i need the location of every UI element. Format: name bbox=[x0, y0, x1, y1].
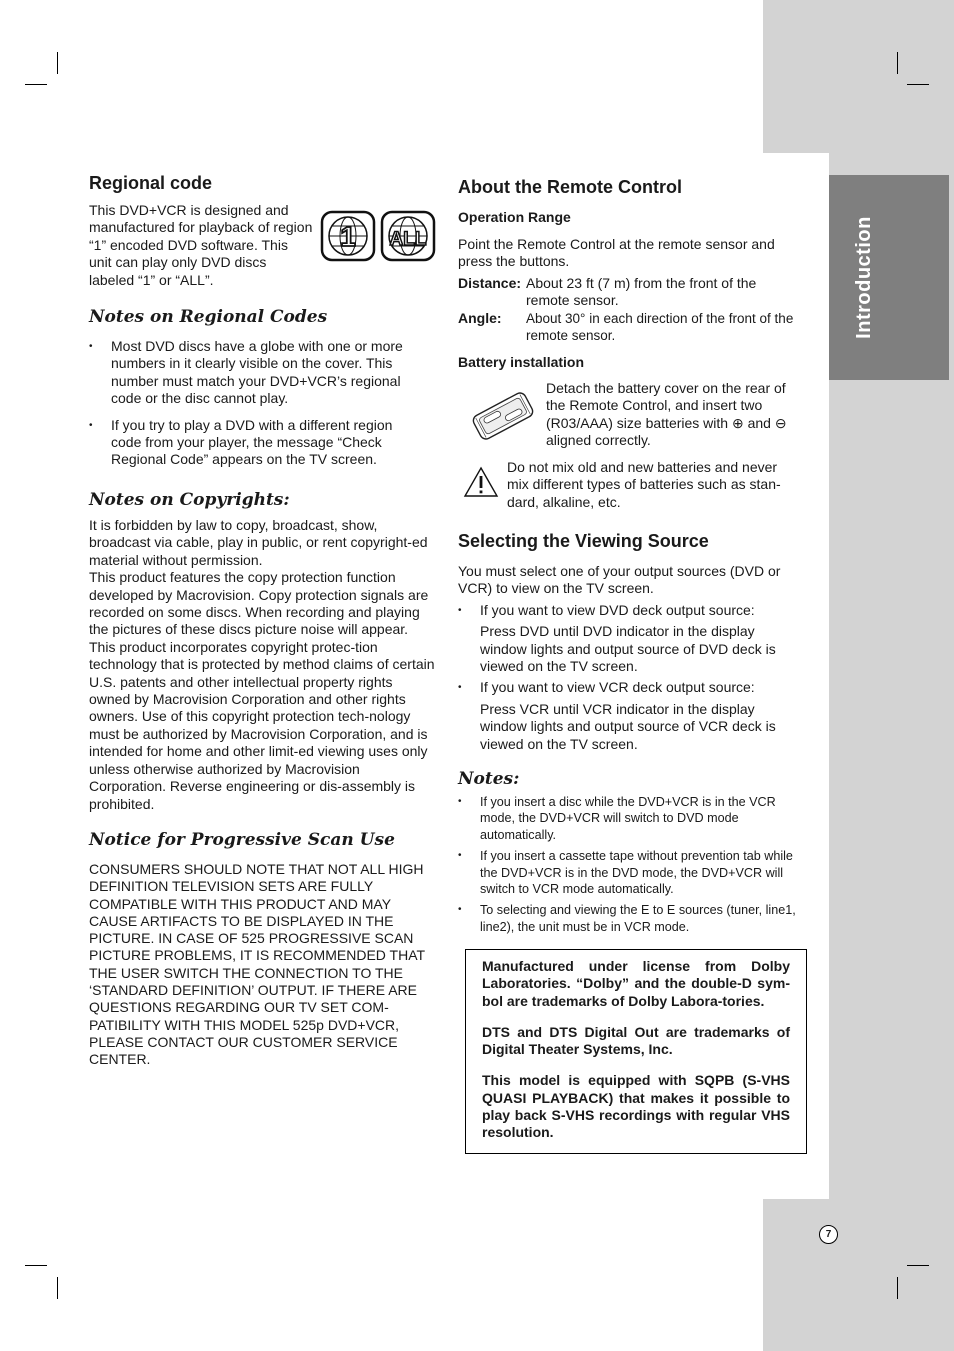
operation-range-body: Point the Remote Control at the remote sensor and press the buttons. bbox=[458, 236, 775, 270]
distance-label: Distance: bbox=[458, 274, 522, 291]
regional-code-title: Regional code bbox=[89, 173, 213, 193]
progressive-scan-body: CONSUMERS SHOULD NOTE THAT NOT ALL HIGH DEFINITION TELEVISION SETS ARE FULLY COMPATIBLE WITH THIS PRODUCT AND MAY CAUSE ARTIFACTS TO BE DISPLAYED IN THE PICTURE. IN CASE OF 525 PROGRESSIVE SCAN PICTURE PROBLEMS, IT IS RECOMMENDED THAT THE USER SWITCH THE CONNECTION TO THE ‘STANDARD DEFINITION’ OUTPUT. IF THERE ARE QUESTIONS REGARDING OUR TV SET COM-PATIBILITY WITH THIS MODEL 525p DVD+VCR, PLEASE CONTACT OUR CUSTOMER SERVICE CENTER. bbox=[89, 861, 425, 1068]
list-item: • If you want to view VCR deck output source: bbox=[458, 679, 798, 696]
region-1-label: 1 bbox=[340, 221, 356, 252]
viewing-source-intro: You must select one of your output sources (DVD or VCR) to view on the TV screen. bbox=[458, 563, 781, 597]
remote-title: About the Remote Control bbox=[458, 177, 682, 197]
viewing-source-list bbox=[458, 602, 798, 619]
viewing-source-title: Selecting the Viewing Source bbox=[458, 531, 709, 551]
battery-body-text: Detach the battery cover on the rear of the Remote Control, and insert two (R03/AAA) size batteries with ⊕ and ⊖ aligned correctly. bbox=[546, 380, 787, 449]
section-tab-label: Introduction bbox=[852, 216, 875, 339]
distance-value: About 23 ft (7 m) from the front of the remote sensor. bbox=[526, 274, 757, 309]
regional-code-body: This DVD+VCR is designed and manufactured for playback of region “1” encoded DVD software. This unit can play only DVD discs labeled “1” or “ALL”. bbox=[89, 202, 313, 288]
list-item: • If you want to view DVD deck output source: bbox=[458, 602, 798, 619]
battery-warning bbox=[507, 459, 799, 511]
angle-label: Angle: bbox=[458, 309, 502, 326]
warning-icon bbox=[463, 466, 499, 498]
copyrights-para-2: This product features the copy protection function developed by Macrovision. Copy protection signals are recorded on some discs. When recording and playing the pictures of these discs picture noise will appear. This product incorporates copyright protec-tion technology that is protected by method claims of certain U.S. patents and other intellectual property rights owned by Macrovision Corporation and other rights owners. Use of this copyright protection tech-nology must be authorized by Macrovision Corporation, and is intended for home and other limit-ed viewing uses only unless otherwise authorized by Macrovision Corporation. Reverse engineering or dis-assembly is prohibited. bbox=[89, 569, 435, 812]
notes-regional-section bbox=[89, 306, 419, 469]
crop-mark bbox=[57, 52, 58, 74]
battery-body bbox=[546, 380, 802, 450]
progressive-scan-title: Notice for Progressive Scan Use bbox=[89, 830, 395, 850]
region-all-icon bbox=[382, 212, 434, 260]
remote-battery-illustration bbox=[468, 385, 538, 447]
list-item: • If you try to play a DVD with a different region code from your player, the message “Check Regional Code” appears on the TV screen. bbox=[89, 417, 419, 469]
angle-row bbox=[458, 310, 803, 345]
notes-copyrights-title: Notes on Copyrights: bbox=[89, 490, 290, 510]
list-item: • If you insert a cassette tape without prevention tab while the DVD+VCR is in the DVD mode, the DVD+VCR will switch to VCR mode automatically. bbox=[458, 848, 806, 897]
notes-regional-list bbox=[89, 338, 419, 469]
operation-range-title: Operation Range bbox=[458, 209, 571, 225]
page-number: 7 bbox=[819, 1225, 838, 1244]
vcr-detail: Press VCR until VCR indicator in the display window lights and output source of VCR deck is viewed on the TV screen. bbox=[480, 700, 776, 752]
notes-copyrights-section bbox=[89, 489, 435, 813]
crop-mark bbox=[907, 84, 929, 85]
list-item: • Most DVD discs have a globe with one or more numbers in it clearly visible on the cover. This number must match your DVD+VCR’s regional code or the disc cannot play. bbox=[89, 338, 419, 408]
region-globe-icons bbox=[320, 210, 436, 262]
trademark-sqpb: This model is equipped with SQPB (S-VHS QUASI PLAYBACK) that makes it possible to play back S-VHS recordings with regular VHS resolution. bbox=[482, 1072, 790, 1141]
notes-section bbox=[458, 768, 806, 935]
copyrights-para-1: It is forbidden by law to copy, broadcast, show, broadcast via cable, play in public, or rent copyright-ed material without permission. bbox=[89, 517, 428, 568]
trademark-dts: DTS and DTS Digital Out are trademarks of Digital Theater Systems, Inc. bbox=[482, 1023, 790, 1058]
notes-regional-title: Notes on Regional Codes bbox=[89, 307, 328, 327]
angle-value: About 30° in each direction of the front of the remote sensor. bbox=[526, 310, 794, 344]
dvd-detail: Press DVD until DVD indicator in the display window lights and output source of DVD deck is viewed on the TV screen. bbox=[480, 623, 776, 675]
regional-code-section bbox=[89, 172, 314, 289]
notes-list bbox=[458, 794, 806, 935]
crop-mark bbox=[25, 84, 47, 85]
crop-mark bbox=[57, 1277, 58, 1299]
crop-mark bbox=[907, 1265, 929, 1266]
region-all-label: ALL bbox=[389, 229, 427, 250]
list-item: • If you insert a disc while the DVD+VCR is in the VCR mode, the DVD+VCR will switch to DVD mode automatically. bbox=[458, 794, 806, 843]
viewing-source-section bbox=[458, 530, 798, 753]
crop-mark bbox=[25, 1265, 47, 1266]
remote-section bbox=[458, 176, 803, 371]
crop-mark bbox=[897, 1277, 898, 1299]
trademark-box bbox=[465, 949, 807, 1154]
crop-mark bbox=[897, 52, 898, 74]
region-1-icon bbox=[322, 212, 374, 260]
battery-title: Battery installation bbox=[458, 354, 585, 371]
list-item: • To selecting and viewing the E to E sources (tuner, line1, line2), the unit must be in VCR mode. bbox=[458, 902, 806, 935]
distance-row bbox=[458, 275, 803, 310]
battery-warning-text: Do not mix old and new batteries and never mix different types of batteries such as stan-dard, alkaline, etc. bbox=[507, 459, 781, 510]
viewing-source-list-2 bbox=[458, 679, 798, 696]
trademark-dolby: Manufactured under license from Dolby Laboratories. “Dolby” and the double-D sym-bol are trademarks of Dolby Labora-tories. bbox=[482, 958, 790, 1009]
progressive-scan-section bbox=[89, 829, 437, 1069]
notes-title: Notes: bbox=[458, 769, 520, 789]
